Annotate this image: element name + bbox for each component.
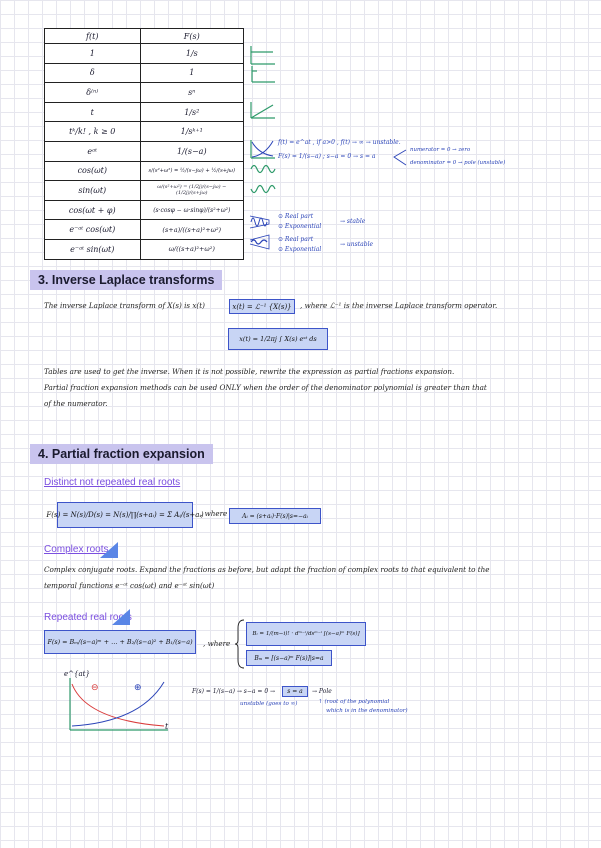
- section4-heading: 4. Partial fraction expansion: [30, 444, 213, 464]
- table-row: [45, 63, 244, 83]
- group1-exponential: ⊙ Exponential: [278, 223, 322, 230]
- table-cell: eᵃᵗ: [45, 141, 141, 161]
- group1-real-part: ⊙ Real part: [278, 213, 314, 220]
- pole-root-note1: ↑ (root of the polynomial: [318, 699, 390, 705]
- exp-note-line2: F(s) = 1/(s−a) ; s−a = 0 → s = a: [278, 153, 376, 160]
- table-cell: cos(ωt + φ): [45, 200, 141, 220]
- repeated-where: , where: [203, 639, 231, 648]
- section3-intro-post: , where ℒ⁻¹ is the inverse Laplace transform operator.: [300, 301, 498, 310]
- table-row: [45, 83, 244, 103]
- group2-result: → unstable: [340, 241, 374, 248]
- plus-marker: ⊕: [134, 683, 142, 693]
- ramp-plot-icon: [249, 100, 277, 120]
- sine-plot-icon: [249, 182, 277, 196]
- section3-para2: Partial fraction expansion methods can be used ONLY when the order of the denominator polynomial is greater than that: [44, 383, 487, 392]
- table-cell: 1/s²: [140, 102, 243, 122]
- repeated-roots-formula: F(s) = Bₘ/(s−a)ᵐ + … + B₂/(s−a)² + B₁/(s−a): [44, 630, 196, 654]
- step-plot-icon: [249, 44, 277, 66]
- table-row: [45, 161, 244, 181]
- group2-real-part: ⊙ Real part: [278, 236, 314, 243]
- section3-para1: Tables are used to get the inverse. When it is not possible, rewrite the expression as partial fractions expansion.: [44, 367, 455, 376]
- table-cell: 1: [140, 63, 243, 83]
- minus-marker: ⊖: [91, 683, 99, 693]
- distinct-roots-formula: F(s) = N(s)/D(s) = N(s)/∏(s+aᵢ) = Σ Aᵢ/(s+aᵢ): [57, 502, 193, 528]
- table-row: [45, 44, 244, 64]
- section3-heading: 3. Inverse Laplace transforms: [30, 270, 222, 290]
- group2-exponential: ⊙ Exponential: [278, 246, 322, 253]
- cosine-plot-icon: [249, 162, 277, 176]
- table-cell: 1/(s−a): [140, 141, 243, 161]
- table-cell: δ⁽ⁿ⁾: [45, 83, 141, 103]
- table-row: [45, 141, 244, 161]
- distinct-where: , where: [200, 509, 228, 518]
- table-cell: e⁻ᵃᵗ sin(ωt): [45, 239, 141, 259]
- section3-para3: of the numerator.: [44, 399, 108, 408]
- table-cell: e⁻ᵃᵗ cos(ωt): [45, 220, 141, 240]
- pole-box: s = a: [282, 686, 308, 697]
- table-cell: 1: [45, 44, 141, 64]
- brace-icon: [234, 618, 246, 670]
- damped-cos-plot-icon: [249, 214, 271, 230]
- distinct-roots-label: Distinct not repeated real roots: [44, 477, 181, 488]
- table-cell: ω/(s²+ω²) = (1/2j)/(s−jω) − (1/2j)/(s+jω): [140, 181, 243, 201]
- repeated-coef-bm-box: Bₘ = [(s−a)ᵐ F(s)]|s=a: [246, 650, 332, 666]
- triangle-marker-icon: [112, 609, 130, 625]
- pole-label: → Pole: [312, 688, 332, 695]
- table-row: [45, 220, 244, 240]
- table-row: [45, 200, 244, 220]
- table-cell: (s+a)/((s+a)²+ω²): [140, 220, 243, 240]
- table-header: F(s): [140, 29, 243, 44]
- table-cell: tᵏ/k! , k ≥ 0: [45, 122, 141, 142]
- table-row: [45, 122, 244, 142]
- exponential-graph: [60, 676, 172, 736]
- table-cell: ω/((s+a)²+ω²): [140, 239, 243, 259]
- section3-intro-pre: The inverse Laplace transform of X(s) is x(t): [44, 301, 205, 310]
- graph-y-label: e^{at}: [64, 670, 90, 678]
- exp-note-denominator: denominator = 0 → pole (unstable): [410, 160, 506, 166]
- graph-x-label: t: [165, 722, 169, 731]
- table-row: [45, 102, 244, 122]
- branch-arrow-icon: [392, 148, 408, 168]
- growing-sin-plot-icon: [249, 234, 271, 250]
- table-cell: (s·cosφ − ω·sinφ)/(s²+ω²): [140, 200, 243, 220]
- table-cell: 1/sᵏ⁺¹: [140, 122, 243, 142]
- table-cell: sin(ωt): [45, 181, 141, 201]
- laplace-table: [44, 28, 244, 260]
- table-header: f(t): [45, 29, 141, 44]
- table-cell: 1/s: [140, 44, 243, 64]
- exp-note-line1: f(t) = e^at , if a>0 , f(t) → ∞ → unstable.: [278, 139, 401, 146]
- complex-roots-label: Complex roots: [44, 544, 109, 555]
- impulse-plot-icon: [249, 64, 277, 84]
- inverse-laplace-box: x(t) = ℒ⁻¹ {X(s)}: [229, 299, 295, 314]
- table-row: [45, 239, 244, 259]
- repeated-coef-bi-box: Bᵢ = 1/(m−i)! · dᵐ⁻ⁱ/dsᵐ⁻ⁱ [(s−a)ᵐ F(s)]: [246, 622, 366, 646]
- table-cell: sⁿ: [140, 83, 243, 103]
- triangle-marker-icon: [100, 542, 118, 558]
- table-cell: s/(s²+ω²) = ½/(s−jω) + ½/(s+jω): [140, 161, 243, 181]
- table-cell: δ: [45, 63, 141, 83]
- table-row: [45, 181, 244, 201]
- group1-result: → stable: [340, 218, 366, 225]
- distinct-coef-box: Aᵢ = (s+aᵢ)·F(s)|s=−aᵢ: [229, 508, 321, 524]
- repeated-roots-label: Repeated real roots: [44, 612, 132, 623]
- exp-note-numerator: numerator = 0 → zero: [410, 147, 471, 153]
- pole-equation: F(s) = 1/(s−a) → s−a = 0 →: [192, 688, 276, 695]
- pole-root-note2: which is in the denominator): [326, 708, 408, 714]
- pole-unstable-note: unstable (goes to ∞): [240, 701, 298, 707]
- exponential-plot-icon: [249, 138, 277, 160]
- complex-text-line1: Complex conjugate roots. Expand the fractions as before, but adapt the fraction of complex roots to that equivalent to the: [44, 565, 490, 574]
- table-cell: t: [45, 102, 141, 122]
- inverse-integral-box: x(t) = 1/2πj ∫ X(s) eˢᵗ ds: [228, 328, 328, 350]
- complex-text-line2: temporal functions e⁻ᵃᵗ cos(ωt) and e⁻ᵃᵗ sin(ωt): [44, 581, 215, 590]
- table-cell: cos(ωt): [45, 161, 141, 181]
